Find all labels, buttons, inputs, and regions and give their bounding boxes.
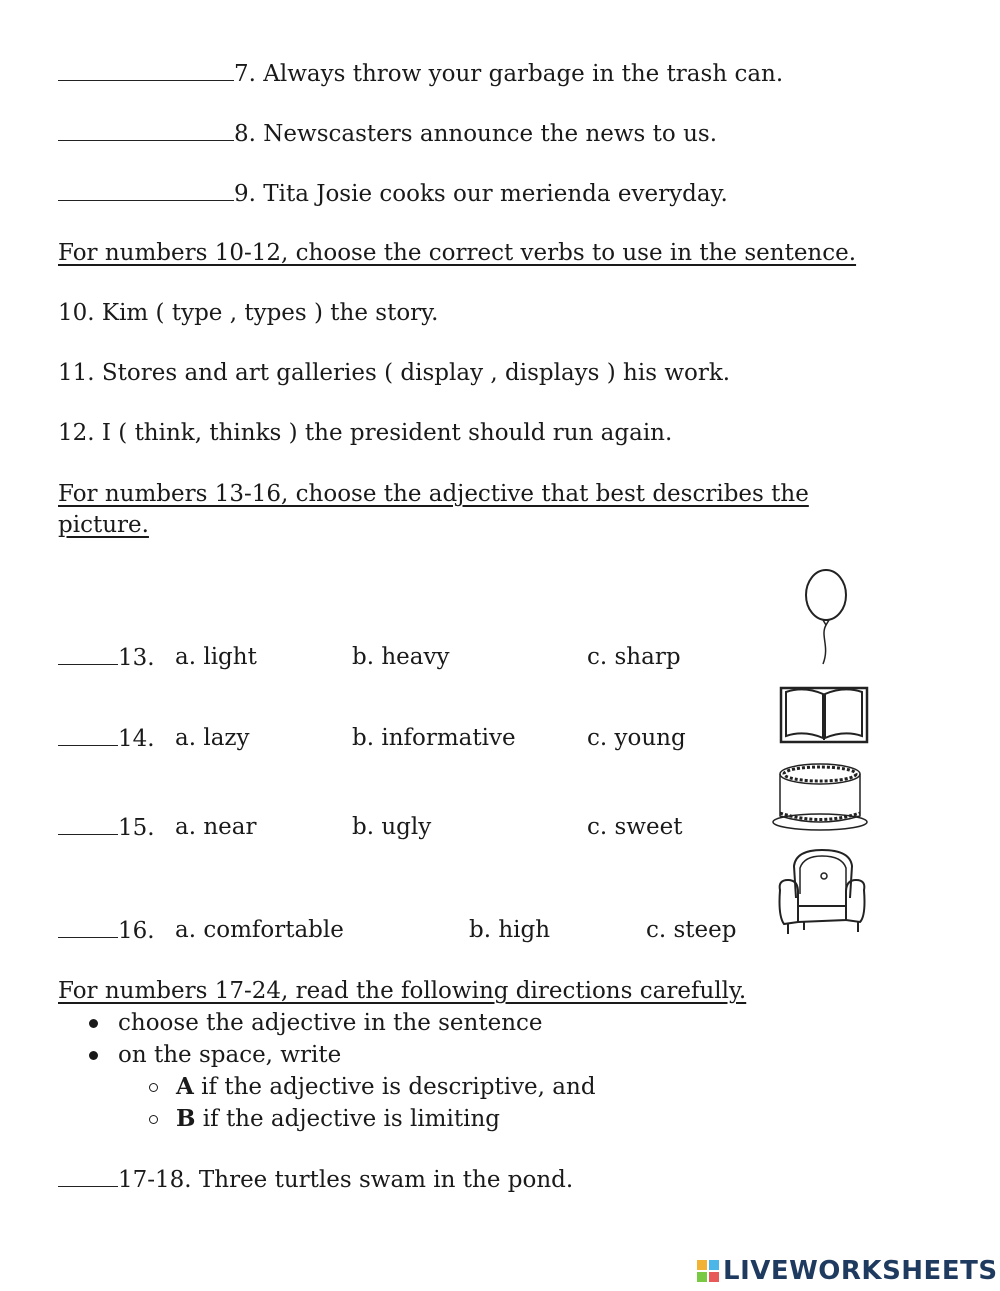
item-16 [58,915,155,946]
option-b: b. ugly [352,814,432,840]
sub-bullet-icon [149,1083,158,1092]
answer-blank[interactable] [58,723,118,746]
item-7 [58,58,783,89]
item-text: Always throw your garbage in the trash can. [263,61,784,87]
liveworksheets-logo[interactable] [697,1253,998,1289]
balloon-icon [798,568,854,668]
item-11: 11. Stores and art galleries ( display , displays ) his work. [58,360,731,386]
sub-bullet-a-text: if the adjective is descriptive, and [193,1074,596,1100]
item-12: 12. I ( think, thinks ) the president should run again. [58,420,673,446]
option-b: b. high [469,917,551,943]
logo-cube [697,1260,707,1270]
item-17-18 [58,1164,573,1195]
bullet-icon [89,1051,98,1060]
armchair-icon [774,846,870,938]
answer-blank[interactable] [58,118,234,141]
option-b: b. heavy [352,644,450,670]
adjectives-heading-line1: For numbers 13-16, choose the adjective that best describes the [58,481,809,507]
letter-b: B [176,1105,196,1132]
logo-cube [697,1272,707,1282]
answer-blank[interactable] [58,1164,118,1187]
answer-blank[interactable] [58,178,234,201]
item-text: Newscasters announce the news to us. [263,121,717,147]
item-number: 13. [118,645,155,671]
option-c: c. steep [646,917,737,943]
cake-icon [770,758,870,832]
directions-heading: For numbers 17-24, read the following directions carefully. [58,978,747,1004]
bullet-1: choose the adjective in the sentence [118,1010,543,1036]
item-number: 7. [234,61,256,87]
item-number: 14. [118,726,155,752]
item-text: 17-18. Three turtles swam in the pond. [118,1167,574,1193]
sub-bullet-b [176,1104,500,1134]
item-number: 9. [234,181,256,207]
answer-blank[interactable] [58,812,118,835]
item-9 [58,178,728,209]
item-number: 8. [234,121,256,147]
item-number: 15. [118,815,155,841]
option-a: a. comfortable [175,917,344,943]
sub-bullet-a [176,1072,596,1102]
answer-blank[interactable] [58,642,118,665]
book-icon [778,682,870,746]
verbs-heading: For numbers 10-12, choose the correct verbs to use in the sentence. [58,240,857,266]
bullet-icon [89,1019,98,1028]
option-b: b. informative [352,725,516,751]
item-15 [58,812,155,843]
answer-blank[interactable] [58,915,118,938]
option-a: a. lazy [175,725,250,751]
item-14 [58,723,155,754]
item-10: 10. Kim ( type , types ) the story. [58,300,439,326]
sub-bullet-icon [149,1115,158,1124]
logo-text: LIVEWORKSHEETS [723,1256,998,1286]
logo-cube [709,1272,719,1282]
option-c: c. young [587,725,686,751]
option-c: c. sharp [587,644,681,670]
option-a: a. near [175,814,257,840]
answer-blank[interactable] [58,58,234,81]
adjectives-heading-line2: picture. [58,512,149,538]
option-c: c. sweet [587,814,683,840]
option-a: a. light [175,644,257,670]
bullet-2: on the space, write [118,1042,342,1068]
item-number: 16. [118,918,155,944]
logo-cube [709,1260,719,1270]
sub-bullet-b-text: if the adjective is limiting [195,1106,500,1132]
item-13 [58,642,155,673]
item-8 [58,118,717,149]
letter-a: A [176,1073,194,1100]
logo-cubes-icon [697,1260,719,1282]
item-text: Tita Josie cooks our merienda everyday. [263,181,728,207]
